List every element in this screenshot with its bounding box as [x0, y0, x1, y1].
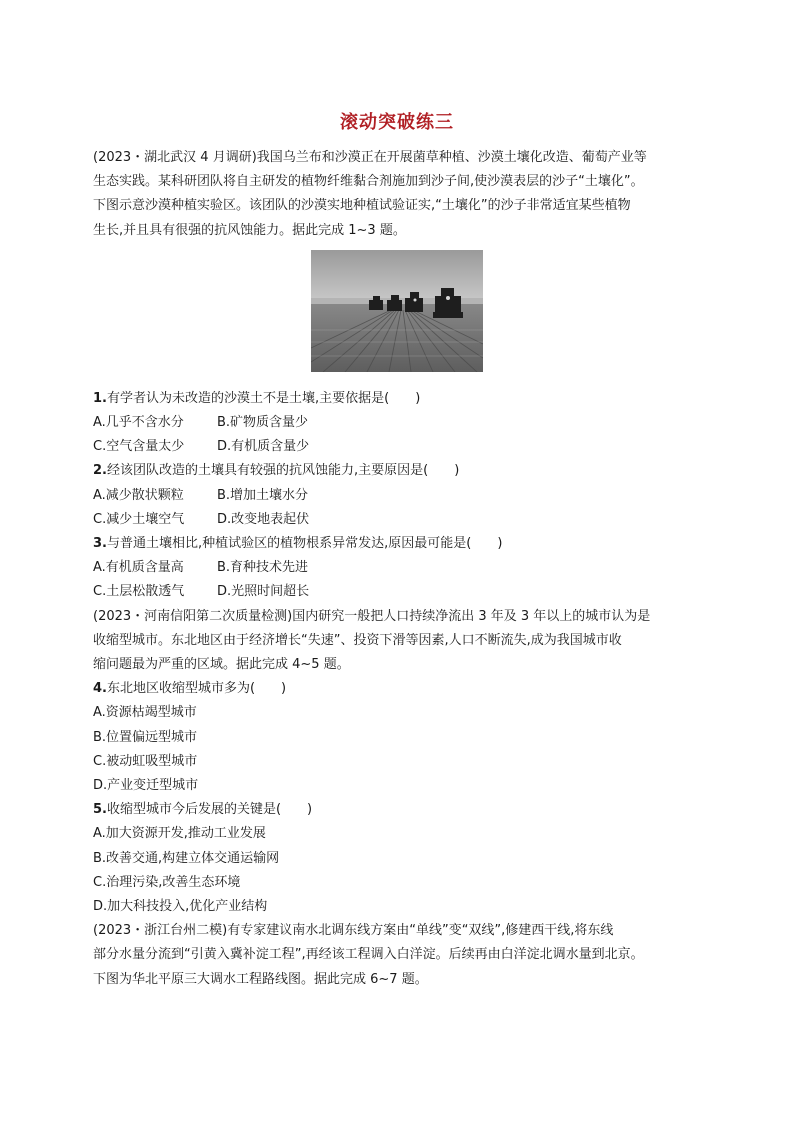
question-number: 5.	[93, 802, 107, 818]
question-stem: 与普通土壤相比,种植试验区的植物根系异常发达,原因最可能是( )	[106, 536, 503, 552]
option-c[interactable]: C.被动虹吸型城市	[93, 753, 198, 769]
option-a[interactable]: A.有机质含量高	[93, 560, 184, 576]
question-5	[93, 798, 713, 919]
exercise-content	[93, 146, 713, 992]
question-3	[93, 532, 713, 605]
page-title: 滚动突破练三	[340, 112, 454, 133]
passage-line: (2023・湖北武汉 4 月调研)我国乌兰布和沙漠正在开展菌草种植、沙漠土壤化改造、葡萄产业等	[93, 150, 647, 165]
option-d[interactable]: D.改变地表起伏	[217, 511, 310, 527]
passage-2	[93, 605, 713, 678]
passage-line: 收缩型城市。东北地区由于经济增长“失速”、投资下滑等因素,人口不断流失,成为我国城市收	[93, 632, 622, 648]
option-c[interactable]: C.空气含量太少	[93, 439, 185, 455]
question-4	[93, 677, 713, 798]
passage-line: 生长,并且具有很强的抗风蚀能力。据此完成 1~3 题。	[93, 222, 406, 238]
option-a[interactable]: A.几乎不含水分	[93, 415, 184, 431]
photo-spacer	[93, 243, 713, 387]
passage-line: 生态实践。某科研团队将自主研发的植物纤维黏合剂施加到沙子间,使沙漠表层的沙子“土壤化”。	[93, 174, 644, 190]
option-b[interactable]: B.矿物质含量少	[217, 415, 309, 431]
option-a[interactable]: A.资源枯竭型城市	[93, 705, 197, 721]
option-d[interactable]: D.产业变迁型城市	[93, 778, 199, 794]
option-c[interactable]: C.减少土壤空气	[93, 511, 185, 527]
passage-line: 下图示意沙漠种植实验区。该团队的沙漠实地种植试验证实,“土壤化”的沙子非常适宜某些植物	[93, 198, 631, 214]
question-number: 3.	[93, 536, 107, 552]
passage-1	[93, 146, 713, 243]
option-a[interactable]: A.减少散状颗粒	[93, 487, 184, 503]
passage-line: 部分水量分流到“引黄入冀补淀工程”,再经该工程调入白洋淀。后续再由白洋淀北调水量到北京。	[93, 947, 644, 963]
option-b[interactable]: B.增加土壤水分	[217, 487, 309, 503]
option-c[interactable]: C.土层松散透气	[93, 584, 185, 600]
option-d[interactable]: D.加大科技投入,优化产业结构	[93, 899, 268, 915]
question-2	[93, 459, 713, 532]
option-a[interactable]: A.加大资源开发,推动工业发展	[93, 826, 266, 842]
option-b[interactable]: B.改善交通,构建立体交通运输网	[93, 850, 280, 866]
question-stem: 东北地区收缩型城市多为( )	[106, 681, 287, 697]
option-b[interactable]: B.育种技术先进	[217, 560, 309, 576]
option-b[interactable]: B.位置偏远型城市	[93, 729, 198, 745]
question-stem: 经该团队改造的土壤具有较强的抗风蚀能力,主要原因是( )	[106, 463, 460, 479]
question-stem: 有学者认为未改造的沙漠土不是土壤,主要依据是( )	[106, 390, 421, 406]
option-c[interactable]: C.治理污染,改善生态环境	[93, 874, 241, 890]
question-number: 4.	[93, 681, 107, 697]
option-d[interactable]: D.有机质含量少	[217, 439, 310, 455]
passage-3	[93, 919, 713, 992]
passage-line: 下图为华北平原三大调水工程路线图。据此完成 6~7 题。	[93, 971, 428, 987]
passage-line: 缩问题最为严重的区域。据此完成 4~5 题。	[93, 657, 350, 673]
question-stem: 收缩型城市今后发展的关键是( )	[106, 802, 313, 818]
option-d[interactable]: D.光照时间超长	[217, 584, 310, 600]
question-number: 1.	[93, 390, 107, 406]
passage-line: (2023・浙江台州二模)有专家建议南水北调东线方案由“单线”变“双线”,修建西干线,将东线	[93, 923, 614, 939]
question-number: 2.	[93, 463, 107, 479]
question-1	[93, 387, 713, 460]
passage-line: (2023・河南信阳第二次质量检测)国内研究一般把人口持续净流出 3 年及 3 年以上的城市认为是	[93, 608, 651, 624]
